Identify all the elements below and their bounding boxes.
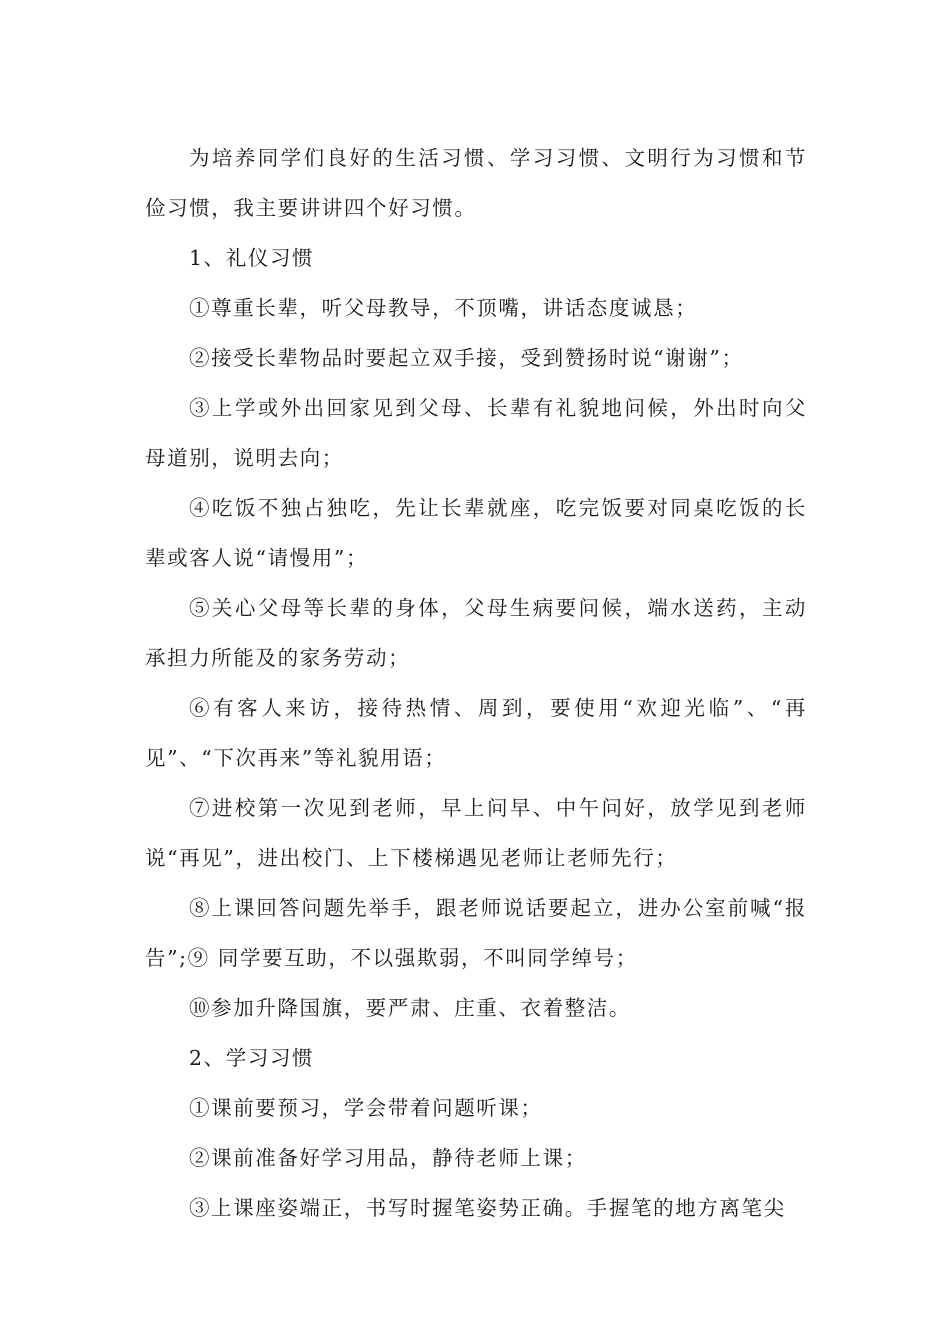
list-item: ①课前要预习，学会带着问题听课； bbox=[189, 1096, 543, 1120]
list-item: ⑧上课回答问题先举手，跟老师说话要起立，进办公室前喊“报告”;⑨ 同学要互助，不以强欺弱，不叫同学绰号； bbox=[145, 896, 807, 970]
list-item: ①尊重长辈，听父母教导，不顶嘴，讲话态度诚恳； bbox=[189, 296, 698, 320]
document-body bbox=[145, 133, 807, 1233]
list-item: ②课前准备好学习用品，静待老师上课； bbox=[189, 1146, 587, 1170]
list-item: ⑥有客人来访，接待热情、周到，要使用“欢迎光临”、“再见”、“下次再来”等礼貌用语； bbox=[145, 696, 807, 770]
list-item: ③上学或外出回家见到父母、长辈有礼貌地问候，外出时向父母道别，说明去向； bbox=[145, 396, 807, 470]
section-heading-etiquette: 1、礼仪习惯 bbox=[189, 246, 315, 270]
list-item: ⑤关心父母等长辈的身体，父母生病要问候，端水送药，主动承担力所能及的家务劳动； bbox=[145, 596, 807, 670]
list-item: ⑦进校第一次见到老师，早上问早、中午问好，放学见到老师说“再见”，进出校门、上下楼梯遇见老师让老师先行； bbox=[145, 796, 807, 870]
list-item: ④吃饭不独占独吃，先让长辈就座，吃完饭要对同桌吃饭的长辈或客人说“请慢用”； bbox=[145, 496, 807, 570]
section-heading-study: 2、学习习惯 bbox=[189, 1046, 315, 1070]
list-item: ⑩参加升降国旗，要严肃、庄重、衣着整洁。 bbox=[189, 996, 631, 1020]
intro-paragraph: 为培养同学们良好的生活习惯、学习习惯、文明行为习惯和节俭习惯，我主要讲讲四个好习惯。 bbox=[145, 146, 807, 220]
list-item: ③上课座姿端正，书写时握笔姿势正确。手握笔的地方离笔尖 bbox=[189, 1196, 786, 1220]
list-item: ②接受长辈物品时要起立双手接，受到赞扬时说“谢谢”； bbox=[189, 346, 744, 370]
